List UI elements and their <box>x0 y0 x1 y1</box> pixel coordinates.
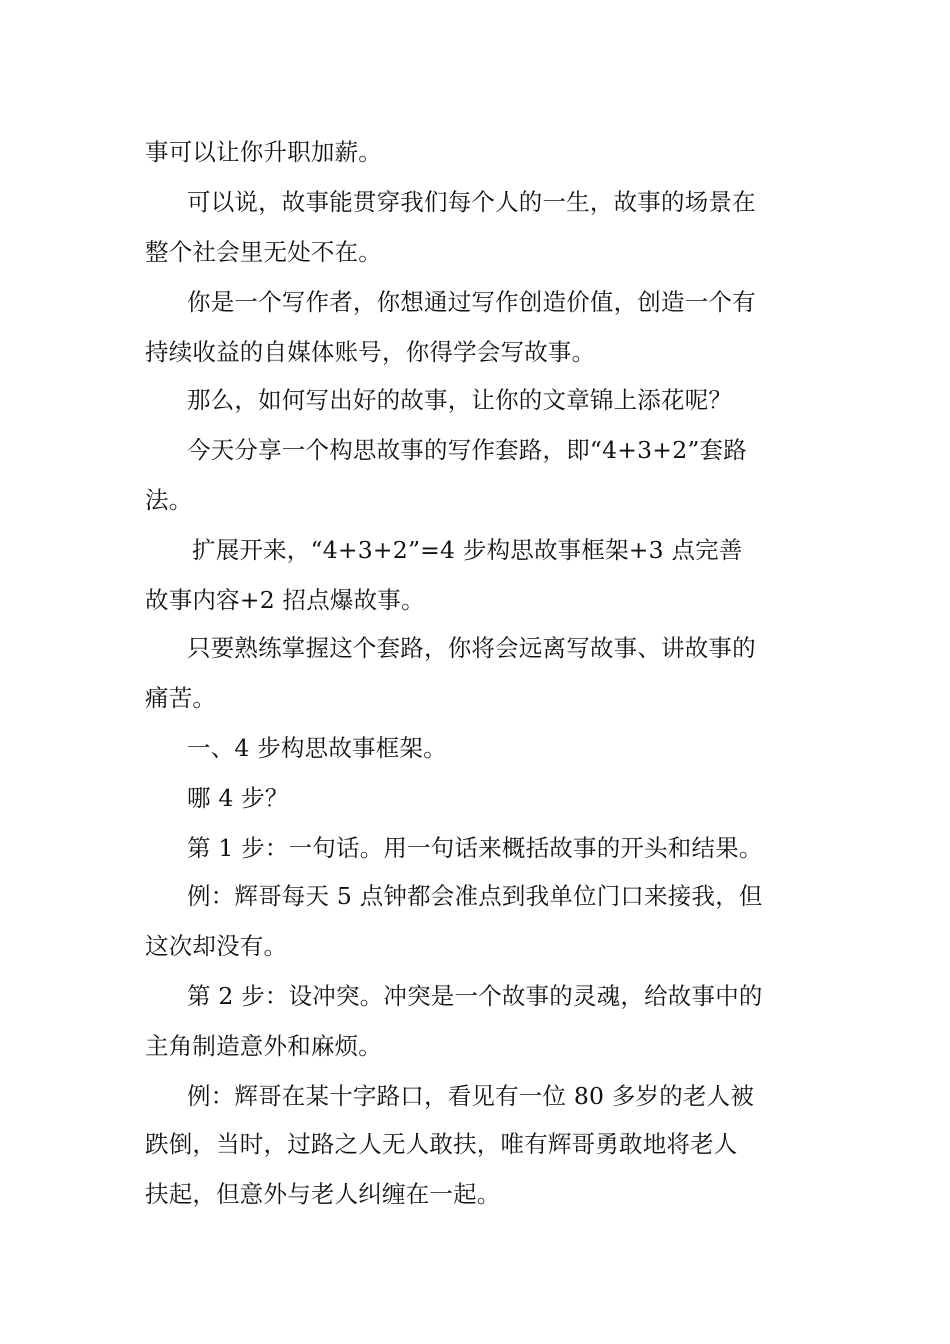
text-line: 第 2 步：设冲突。冲突是一个故事的灵魂，给故事中的 <box>187 982 763 1010</box>
text-line: 整个社会里无处不在。 <box>145 238 382 266</box>
text-line: 可以说，故事能贯穿我们每个人的一生，故事的场景在 <box>187 188 756 216</box>
text-line: 痛苦。 <box>145 684 217 712</box>
text-line: 扩展开来，“4+3+2”=4 步构思故事框架+3 点完善 <box>192 536 743 564</box>
text-line: 第 1 步：一句话。用一句话来概括故事的开头和结果。 <box>187 834 763 862</box>
text-line: 只要熟练掌握这个套路，你将会远离写故事、讲故事的 <box>187 634 756 662</box>
text-line: 例：辉哥在某十字路口，看见有一位 80 多岁的老人被 <box>187 1082 755 1110</box>
text-line: 哪 4 步？ <box>187 784 289 812</box>
text-line: 那么，如何写出好的故事，让你的文章锦上添花呢？ <box>187 386 733 414</box>
text-line: 持续收益的自媒体账号，你得学会写故事。 <box>145 338 596 366</box>
text-line: 跌倒，当时，过路之人无人敢扶，唯有辉哥勇敢地将老人 <box>145 1130 738 1158</box>
text-line: 扶起，但意外与老人纠缠在一起。 <box>145 1180 501 1208</box>
text-line: 事可以让你升职加薪。 <box>145 138 382 166</box>
text-line: 今天分享一个构思故事的写作套路，即“4+3+2”套路 <box>187 436 747 464</box>
text-line: 这次却没有。 <box>145 932 288 960</box>
section-heading: 一、4 步构思故事框架。 <box>187 734 447 762</box>
text-line: 例：辉哥每天 5 点钟都会准点到我单位门口来接我，但 <box>187 882 763 910</box>
text-line: 你是一个写作者，你想通过写作创造价值，创造一个有 <box>187 288 756 316</box>
text-line: 故事内容+2 招点爆故事。 <box>145 586 425 614</box>
text-line: 法。 <box>145 486 193 514</box>
text-line: 主角制造意外和麻烦。 <box>145 1032 382 1060</box>
